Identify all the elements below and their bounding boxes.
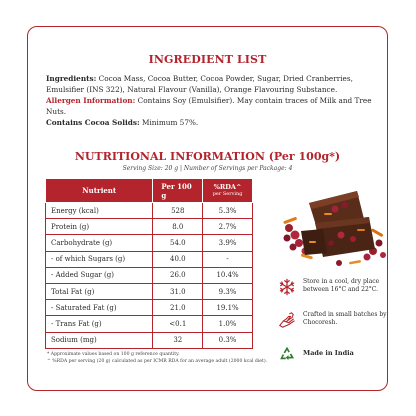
- nutrient-rda: 3.9%: [203, 235, 253, 251]
- nutrition-table: [45, 178, 253, 349]
- ingredients-paragraph: [46, 74, 376, 96]
- nutrient-name: - Added Sugar (g): [46, 267, 153, 283]
- footnotes: [47, 352, 377, 365]
- nutrient-per100: 8.0: [153, 219, 203, 235]
- header-per100: Per 100 g: [153, 179, 203, 203]
- table-row: [46, 219, 253, 235]
- table-row: [46, 332, 253, 348]
- nutrient-name: - Trans Fat (g): [46, 316, 153, 332]
- nutrient-rda: 5.3%: [203, 203, 253, 219]
- chocolate-pieces: [301, 191, 375, 257]
- allergen-text: Contains Soy (Emulsifier). May contain traces of Milk and Tree Nuts.: [46, 95, 372, 116]
- table-row: [46, 267, 253, 283]
- table-row: [46, 251, 253, 267]
- header-nutrient: Nutrient: [46, 179, 153, 203]
- table-row: [46, 235, 253, 251]
- serving-info: Serving Size: 20 g | Number of Servings per Package: 4: [122, 165, 293, 172]
- allergen-paragraph: [46, 96, 376, 118]
- ingredients-text: Cocoa Mass, Cocoa Butter, Cocoa Powder, Sugar, Dried Cranberries, Emulsifier (INS 322), Natural Flavour (Vanilla), Orange Flavouring Substance.: [46, 74, 353, 94]
- nutrient-name: Carbohydrate (g): [46, 235, 153, 251]
- chocolate-illustration-icon: [279, 183, 391, 271]
- nutrient-per100: 40.0: [153, 251, 203, 267]
- nutrition-title: NUTRITIONAL INFORMATION (Per 100g*): [74, 150, 341, 163]
- table-header-row: [46, 179, 253, 203]
- nutrient-per100: <0.1: [153, 316, 203, 332]
- ingredients-label: Ingredients:: [46, 74, 97, 83]
- table-row: [46, 203, 253, 219]
- header-rda: [203, 179, 253, 203]
- nutrient-per100: 528: [153, 203, 203, 219]
- table-row: [46, 283, 253, 299]
- nutrient-rda: 9.3%: [203, 283, 253, 299]
- page-title: INGREDIENT LIST: [148, 53, 267, 66]
- cocoa-text: Minimum 57%.: [141, 117, 199, 127]
- snowflake-icon: [278, 278, 296, 296]
- nutrient-rda: -: [203, 251, 253, 267]
- hands-icon: [278, 311, 296, 329]
- nutrient-per100: 32: [153, 332, 203, 348]
- nutrient-name: Total Fat (g): [46, 283, 153, 299]
- crafted-text: Crafted in small batches by Chocoresh.: [303, 311, 387, 326]
- footnote-1: * Approximate values based on 100 g reference quantity.: [47, 352, 180, 357]
- table-row: [46, 316, 253, 332]
- nutrient-rda: 19.1%: [203, 300, 253, 316]
- header-rda-label: %RDA^: [213, 183, 242, 191]
- nutrient-per100: 26.0: [153, 267, 203, 283]
- nutrient-rda: 0.3%: [203, 332, 253, 348]
- nutrient-per100: 54.0: [153, 235, 203, 251]
- ingredients-section: [46, 74, 376, 129]
- nutrient-rda: 1.0%: [203, 316, 253, 332]
- nutrient-per100: 21.0: [153, 300, 203, 316]
- cocoa-paragraph: [46, 118, 376, 129]
- nutrient-rda: 10.4%: [203, 267, 253, 283]
- header-rda-sub: per Serving: [212, 190, 243, 197]
- table-row: [46, 300, 253, 316]
- nutrient-name: Protein (g): [46, 219, 153, 235]
- footnote-2: ^ %RDA per serving (20 g) calculated as per ICMR RDA for an average adult (2000 kcal diet).: [47, 358, 268, 364]
- allergen-label: Allergen Information:: [46, 95, 136, 105]
- made-in-india-text: Made in India: [303, 349, 354, 357]
- nutrient-rda: 2.7%: [203, 219, 253, 235]
- nutrient-name: Energy (kcal): [46, 203, 153, 219]
- nutrient-name: Sodium (mg): [46, 332, 153, 348]
- nutrient-per100: 31.0: [153, 283, 203, 299]
- nutrient-name: - Saturated Fat (g): [46, 300, 153, 316]
- ingredient-card: [27, 26, 388, 391]
- nutrient-name: - of which Sugars (g): [46, 251, 153, 267]
- cocoa-label: Contains Cocoa Solids:: [46, 117, 140, 127]
- storage-text: Store in a cool, dry place between 16°C and 22°C.: [303, 278, 380, 293]
